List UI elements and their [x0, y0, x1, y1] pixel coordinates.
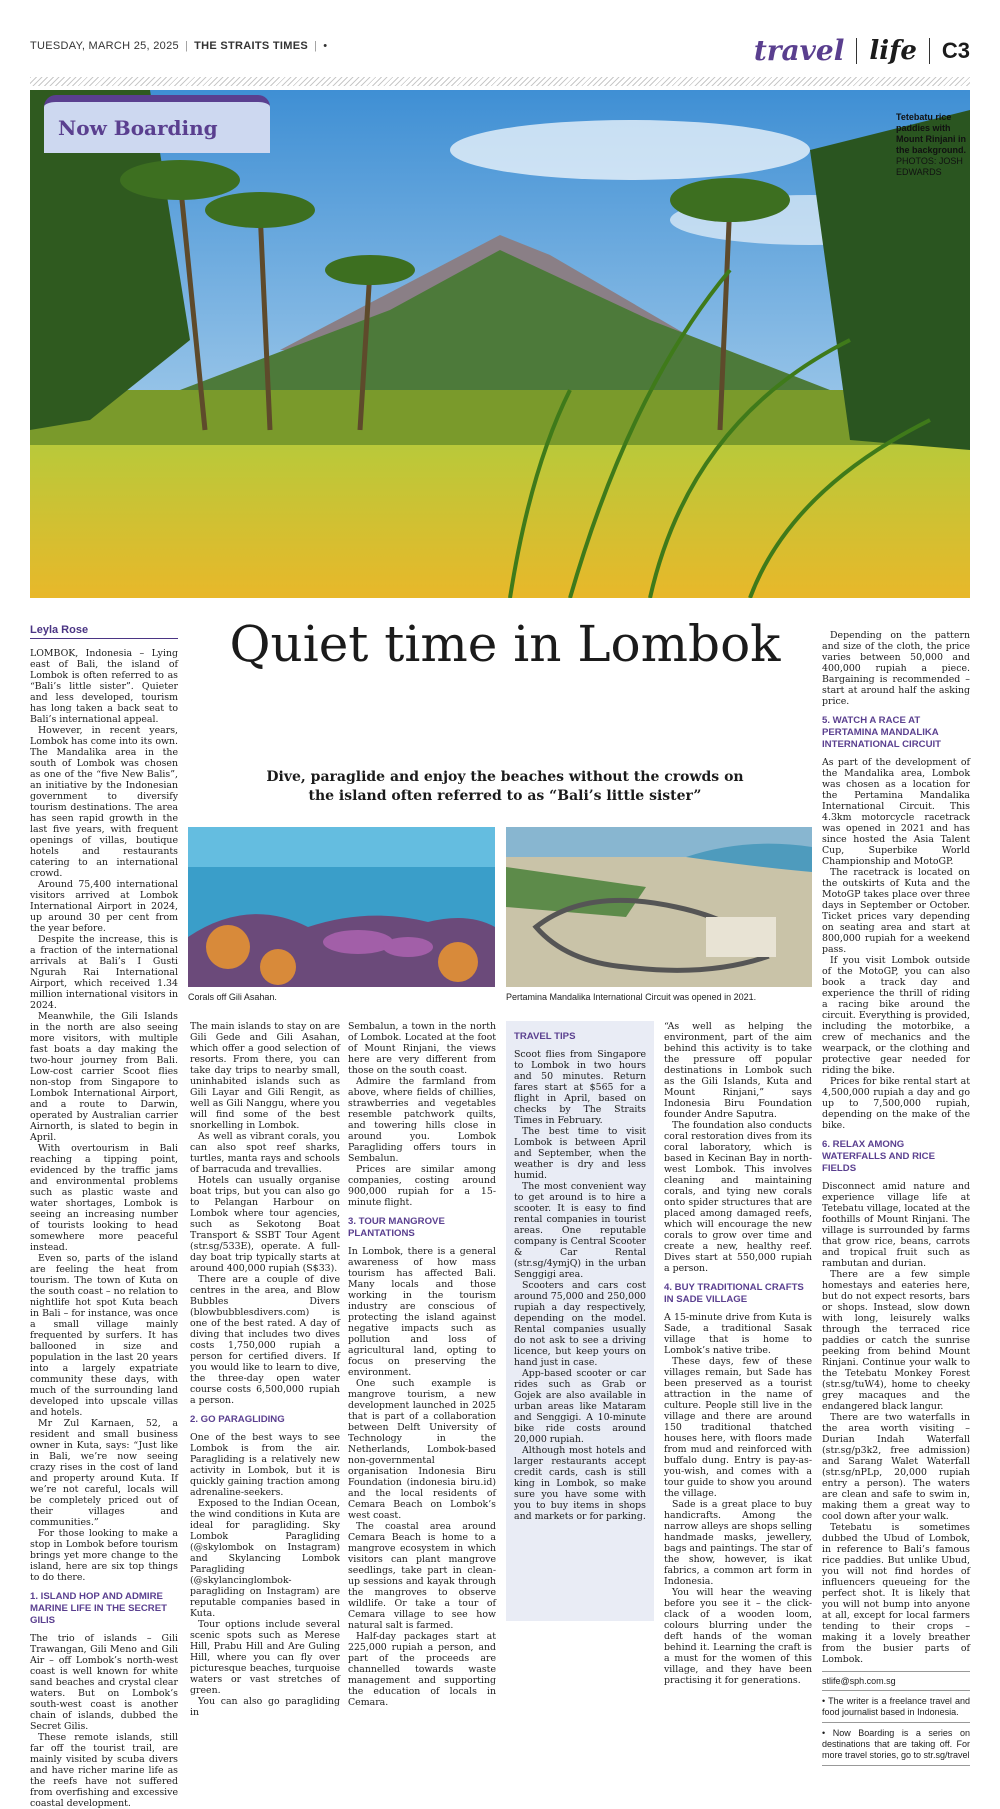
paragraph: There are a couple of dive centres in the area, and Blow Bubbles Divers (blowbubblesdivers.com) is one of the best rated. A day of diving that includes two dives costs 1,750,000 rupiah a person for certified divers. If you would like to learn to dive, the three-day open water course costs 6,500,000 rupiah a person. — [190, 1274, 340, 1406]
paragraph: Even so, parts of the island are feeling the heat from tourism. The town of Kuta on the south coast – no relation to nightlife hot spot Kuta beach in Bali – for instance, was once a small village mainly frequented by surfers. It has ballooned in size and population in the last 20 years into a largely expatriate community these days, with much of the surrounding land developed into upscale villas and hotels. — [30, 1253, 178, 1418]
paragraph: These remote islands, still far off the tourist trail, are mainly visited by scuba divers and have richer marine life as the reefs have not suffered from overfishing and excessive coastal development. — [30, 1732, 178, 1809]
section-name: travel — [753, 34, 845, 67]
paragraph: Depending on the pattern and size of the cloth, the price varies between 50,000 and 400,000 rupiah a piece. Bargaining is recommended – start at around half the asking price. — [822, 630, 970, 707]
paragraph: You will hear the weaving before you see it – the click-clack of a wooden loom, colours blurring under the deft hands of the woman behind it. Learning the craft is a must for the women of this village, and they have been practising it for generations. — [664, 1587, 812, 1686]
paragraph: Mr Zul Karnaen, 52, a resident and small business owner in Kuta, says: “Just like in Bali, we’re now seeing crazy rises in the cost of land and property around Kuta. If we’re not careful, locals will be completely priced out of their villages and communities.” — [30, 1418, 178, 1528]
coral-caption: Corals off Gili Asahan. — [188, 992, 277, 1002]
subhead: 5. WATCH A RACE AT PERTAMINA MANDALIKA INTERNATIONAL CIRCUIT — [822, 715, 942, 750]
subhead: 1. ISLAND HOP AND ADMIRE MARINE LIFE IN THE SECRET GILIS — [30, 1591, 167, 1626]
paragraph: The coastal area around Cemara Beach is home to a mangrove ecosystem in which visitors can plant mangrove seedlings, take part in clean-up sessions and kayak through the mangroves to observe wildlife. Or take a tour of Cemara village to see how natural salt is farmed. — [348, 1521, 496, 1631]
series-tag: Now Boarding — [44, 95, 270, 153]
paragraph: LOMBOK, Indonesia – Lying east of Bali, the island of Lombok is often referred to as “Bali’s little sister”. Quieter and less developed, tourism has long taken a back seat to Bali’s international appeal. — [30, 648, 178, 725]
paragraph: With overtourism in Bali reaching a tipping point, evidenced by the traffic jams and environmental problems such as plastic waste and water shortages, Lombok is seeing an increasing number of tourists looking to head somewhere more peaceful instead. — [30, 1143, 178, 1253]
paragraph: Admire the farmland from above, where fields of chillies, strawberries and vegetables resemble patchwork quilts, and towering hills close in around you. Lombok Paragliding offers tours in Sembalun. — [348, 1076, 496, 1164]
hero-caption-text: Tetebatu rice paddies with Mount Rinjani in the background. — [896, 112, 967, 155]
paragraph: Exposed to the Indian Ocean, the wind conditions in Kuta are ideal for paragliding. Sky Lombok Paragliding (@skylombok on Instagram) and Skylancing Lombok Paragliding (@skylancinglombok-paragliding on Instagram) are reputable companies based in Kuta. — [190, 1498, 340, 1619]
paragraph: Half-day packages start at 225,000 rupiah a person, and part of the proceeds are channelled towards waste management and supporting the education of locals in Cemara. — [348, 1631, 496, 1708]
paragraph: Scooters and cars cost around 75,000 and 250,000 rupiah a day respectively, depending on the model. Rental companies usually do not ask to see a driving licence, but keep yours on hand just in case. — [514, 1280, 646, 1368]
subhead: 2. GO PARAGLIDING — [190, 1414, 285, 1425]
writer-note: • The writer is a freelance travel and food journalist based in Indonesia. — [822, 1696, 970, 1723]
paragraph: Tetebatu is sometimes dubbed the Ubud of Lombok, in reference to Bali’s famous rice paddies. But unlike Ubud, you will not find hordes of influencers queueing for the perfect shot. It is likely that you will not bump into anyone at all, except for local farmers tending to their crops – making it a lovely breather from the busier parts of Lombok. — [822, 1522, 970, 1665]
paragraph: The trio of islands – Gili Trawangan, Gili Meno and Gili Air – off Lombok’s north-west coast is well known for white sand beaches and crystal clear waters. But on Lombok’s south-west coast is another chain of islands, dubbed the Secret Gilis. — [30, 1633, 178, 1732]
contact-email[interactable]: stlife@sph.com.sg — [822, 1671, 970, 1691]
subsection-name: life — [869, 35, 917, 66]
paragraph: The foundation also conducts coral restoration dives from its coral laboratory, which is based in Kecinan Bay in north-west Lombok. This involves cleaning and maintaining corals, and tying new corals onto spider structures that are placed among damaged reefs, which will encourage the new corals to grow over time and create a new, healthy reef. Dives start at 550,000 rupiah a person. — [664, 1120, 812, 1274]
paragraph: Despite the increase, this is a fraction of the international arrivals at Bali’s I Gusti Ngurah Rai International Airport, which received 1.34 million international visitors in 2024. — [30, 934, 178, 1011]
paragraph: The racetrack is located on the outskirts of Kuta and the MotoGP takes place over three days in September or October. Ticket prices vary depending on seating area and start at 800,000 rupiah for a weekend pass. — [822, 867, 970, 955]
paragraph: “As well as helping the environment, part of the aim behind this activity is to take the pressure off popular destinations in Lombok such as the Gili Islands, Kuta and Mount Rinjani,” says Indonesia Biru Foundation founder Andre Saputra. — [664, 1021, 812, 1120]
subhead: 3. TOUR MANGROVE PLANTATIONS — [348, 1216, 445, 1239]
paragraph: Tour options include several scenic spots such as Merese Hill, Prabu Hill and Are Guling Hill, where you can fly over picturesque beaches, turquoise waters or vast stretches of green. — [190, 1619, 340, 1696]
hero-photo — [30, 90, 970, 598]
circuit-photo — [506, 827, 812, 987]
paragraph: However, in recent years, Lombok has come into its own. The Mandalika area in the south of Lombok was chosen as one of the “five New Balis”, an initiative by the Indonesian government to diversify tourism destinations. The area has seen rapid growth in the last five years, with frequent openings of villas, boutique hotels and restaurants catering to an international crowd. — [30, 725, 178, 879]
subhead: 6. RELAX AMONG WATERFALLS AND RICE FIELDS — [822, 1139, 935, 1174]
paragraph: The most convenient way to get around is to hire a scooter. It is easy to find rental companies in tourist areas. One reputable company is Central Scooter & Car Rental (str.sg/4ymjQ) in the urban Senggigi area. — [514, 1181, 646, 1280]
paragraph: One such example is mangrove tourism, a new development launched in 2025 that is part of a collaboration between Delft University of Technology in the Netherlands, Lombok-based non-governmental organisation Indonesia Biru Foundation (indonesia biru.id) and the local residents of Cemara Beach on Lombok’s west coast. — [348, 1378, 496, 1521]
masthead-left: TUESDAY, MARCH 25, 2025 | THE STRAITS TIMES | • — [30, 40, 328, 52]
paragraph: Around 75,400 international visitors arrived at Lombok International Airport in 2024, up around 30 per cent from the year before. — [30, 879, 178, 934]
paragraph: As part of the development of the Mandalika area, Lombok was chosen as a location for the Pertamina Mandalika International Circuit. This 4.3km motorcycle racetrack was opened in 2021 and has since hosted the Asia Talent Cup, Superbike World Championship and MotoGP. — [822, 757, 970, 867]
paragraph: A 15-minute drive from Kuta is Sade, a traditional Sasak village that is home to Lombok’s native tribe. — [664, 1312, 812, 1356]
paragraph: Hotels can usually organise boat trips, but you can also go to Pelangan Harbour on Lombok where tour agencies, such as Sekotong Boat Transport & SSBT Tour Agent (str.sg/533E), operate. A full-day boat trip typically starts at around 400,000 rupiah (S$33). — [190, 1175, 340, 1274]
paragraph: These days, few of these villages remain, but Sade has been preserved as a tourist attraction in the name of culture. People still live in the village and there are around 150 traditional thatched houses here, with floors made from mud and reinforced with buffalo dung. Entry is pay-as-you-wish, and comes with a tour guide to show you around the village. — [664, 1356, 812, 1499]
hero-caption — [896, 112, 970, 178]
travel-tips-box — [506, 1021, 654, 1621]
coral-photo — [188, 827, 495, 987]
paragraph: In Lombok, there is a general awareness of how mass tourism has affected Bali. Many locals and those working in the tourism industry are conscious of protecting the island against negative impacts such as pollution and loss of agricultural land, opting to focus on preserving the environment. — [348, 1246, 496, 1378]
deck: Dive, paraglide and enjoy the beaches without the crowds on the island often referred to as “Bali’s little sister” — [266, 769, 744, 804]
header-rule — [30, 77, 970, 86]
paragraph: The best time to visit Lombok is between April and September, when the weather is dry and less humid. — [514, 1126, 646, 1181]
column-6 — [822, 630, 970, 1760]
column-3 — [348, 1021, 496, 1708]
paragraph: If you visit Lombok outside of the MotoGP, you can also book a track day and experience the thrill of riding a racing bike around the circuit. Everything is provided, including the motorbike, a crew of mechanics and the wearpack, or the clothing and protective gear needed for riding the bike. — [822, 955, 970, 1076]
column-2 — [190, 1021, 340, 1718]
paragraph: There are a few simple homestays and eateries here, but do not expect resorts, bars or shops. Instead, slow down with long, leisurely walks through the terraced rice paddies or catch the sunrise peeking from behind Mount Rinjani. Continue your walk to the Tetebatu Monkey Forest (str.sg/tuW4), home to cheeky grey macaques and the endangered black langur. — [822, 1269, 970, 1412]
paragraph: One of the best ways to see Lombok is from the air. Paragliding is a relatively new activity in Lombok, but it is quickly gaining traction among adrenaline-seekers. — [190, 1432, 340, 1498]
paragraph: Meanwhile, the Gili Islands in the north are also seeing more visitors, with multiple fast boats a day making the two-hour journey from Bali. Low-cost carrier Scoot flies non-stop from Singapore to Lombok International Airport, and a route to Darwin, operated by Australian carrier Airnorth, is slated to begin in April. — [30, 1011, 178, 1143]
paragraph: Disconnect amid nature and experience village life at Tetebatu village, located at the foothills of Mount Rinjani. The village is surrounded by farms that grow rice, beans, carrots and tropical fruit such as rambutan and durian. — [822, 1181, 970, 1269]
column-5 — [664, 1021, 812, 1686]
travel-tips-title: TRAVEL TIPS — [514, 1031, 576, 1042]
paragraph: Sade is a great place to buy handicrafts. Among the narrow alleys are shops selling handmade masks, jewellery, bags and paintings. The star of the show, however, is ikat fabrics, a common art form in Indonesia. — [664, 1499, 812, 1587]
circuit-caption: Pertamina Mandalika International Circuit was opened in 2021. — [506, 992, 757, 1002]
paragraph: Prices for bike rental start at 4,500,000 rupiah a day and go up to 7,500,000 rupiah, depending on the make of the bike. — [822, 1076, 970, 1131]
paper-name: THE STRAITS TIMES — [194, 40, 309, 52]
issue-date: TUESDAY, MARCH 25, 2025 — [30, 40, 179, 52]
byline: Leyla Rose — [30, 624, 178, 639]
column-1 — [30, 648, 178, 1809]
paragraph: Although most hotels and larger restaurants accept credit cards, cash is still king in Lombok, so make sure you have some with you to buy items in shops and markets or for parking. — [514, 1445, 646, 1522]
paragraph: You can also go paragliding in — [190, 1696, 340, 1718]
series-note: • Now Boarding is a series on destinations that are taking off. For more travel stories, go to str.sg/travel — [822, 1728, 970, 1766]
paragraph: The main islands to stay on are Gili Gede and Gili Asahan, which offer a good selection of resorts. From there, you can take day trips to nearby small, uninhabited islands such as Gili Layar and Gili Rengit, as well as Gili Nanggu, where you will find some of the best snorkelling in Lombok. — [190, 1021, 340, 1131]
paragraph: Prices are similar among companies, costing around 900,000 rupiah for a 15-minute flight. — [348, 1164, 496, 1208]
page-number: C3 — [941, 37, 970, 63]
paragraph: Sembalun, a town in the north of Lombok. Located at the foot of Mount Rinjani, the views here are very different from those on the south coast. — [348, 1021, 496, 1076]
photo-credit: PHOTOS: JOSH EDWARDS — [896, 156, 963, 177]
paragraph: For those looking to make a stop in Lombok before tourism brings yet more change to the island, here are six top things to do there. — [30, 1528, 178, 1583]
paragraph: Scoot flies from Singapore to Lombok in two hours and 50 minutes. Return fares start at $565 for a flight in April, based on checks by The Straits Times in February. — [514, 1049, 646, 1126]
masthead-right — [754, 34, 970, 67]
paragraph: There are two waterfalls in the area worth visiting – Durian Indah Waterfall (str.sg/p3k2, free admission) and Sarang Walet Waterfall (str.sg/nPLp, 20,000 rupiah entry a person). The waters are clean and safe to swim in, making them a great way to cool down after your walk. — [822, 1412, 970, 1522]
headline: Quiet time in Lombok — [229, 615, 781, 673]
paragraph: App-based scooter or car rides such as Grab or Gojek are also available in urban areas like Mataram and Senggigi. A 10-minute bike ride costs around 20,000 rupiah. — [514, 1368, 646, 1445]
subhead: 4. BUY TRADITIONAL CRAFTS IN SADE VILLAGE — [664, 1282, 804, 1305]
paragraph: As well as vibrant corals, you can also spot reef sharks, turtles, manta rays and schools of barracuda and trevallies. — [190, 1131, 340, 1175]
